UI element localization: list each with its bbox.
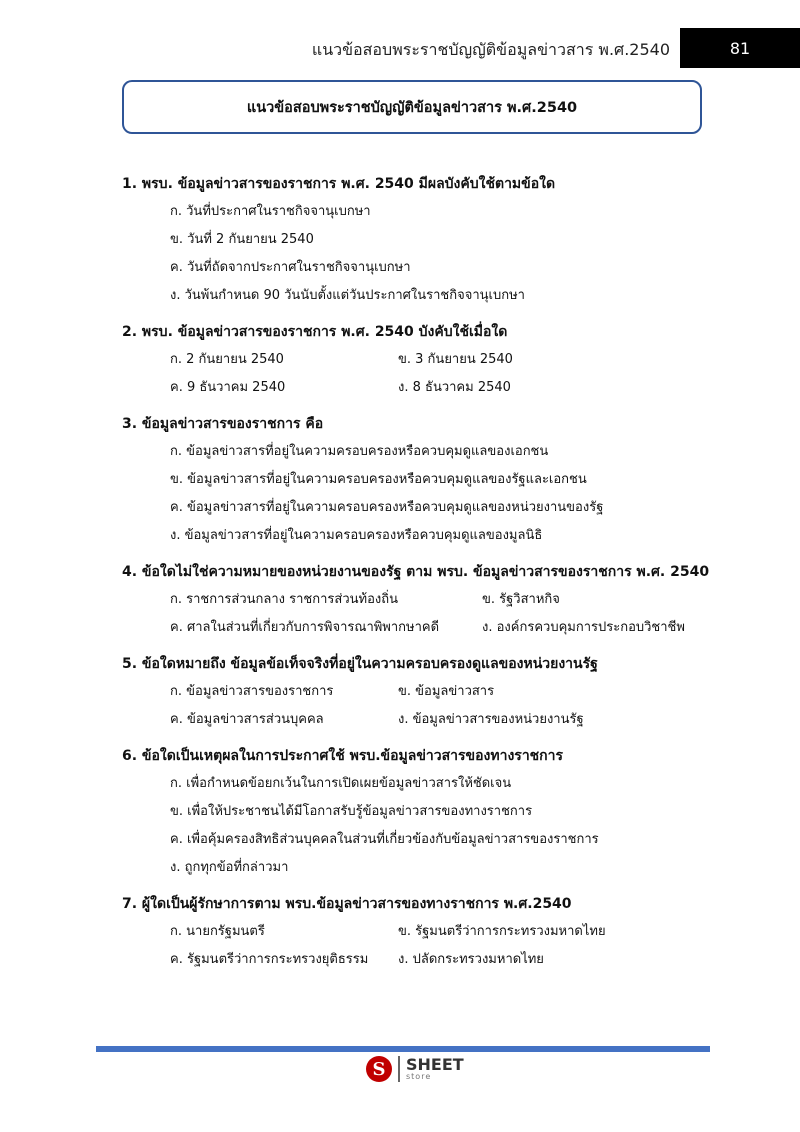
question-text: 5. ข้อใดหมายถึง ข้อมูลข้อเท็จจริงที่อยู่ในความครอบครองดูแลของหน่วยงานรัฐ [122, 656, 598, 672]
question-2 [122, 318, 722, 402]
option-row [122, 586, 722, 614]
option: ข. ข้อมูลข่าวสาร [398, 684, 495, 699]
logo-sub-text: store [406, 1072, 432, 1081]
page-number: 81 [680, 28, 800, 68]
logo-s-icon: S [366, 1056, 392, 1082]
option: ง. ข้อมูลข่าวสารที่อยู่ในความครอบครองหรือควบคุมดูแลของมูลนิธิ [170, 528, 543, 543]
option: ข. รัฐมนตรีว่าการกระทรวงมหาดไทย [398, 924, 606, 939]
option: ก. ข้อมูลข่าวสารของราชการ [170, 684, 334, 699]
option: ข. วันที่ 2 กันยายน 2540 [170, 232, 314, 247]
option: ก. ข้อมูลข่าวสารที่อยู่ในความครอบครองหรือควบคุมดูแลของเอกชน [170, 444, 549, 459]
option-row [122, 346, 722, 374]
option-row [122, 946, 722, 974]
section-title: แนวข้อสอบพระราชบัญญัติข้อมูลข่าวสาร พ.ศ.2540 [246, 99, 578, 116]
question-text: 2. พรบ. ข้อมูลข่าวสารของราชการ พ.ศ. 2540 บังคับใช้เมื่อใด [122, 324, 508, 340]
question-3 [122, 410, 722, 550]
option-row [122, 678, 722, 706]
option: ง. ถูกทุกข้อที่กล่าวมา [170, 860, 289, 875]
option: ค. ข้อมูลข่าวสารที่อยู่ในความครอบครองหรือควบคุมดูแลของหน่วยงานของรัฐ [170, 500, 604, 515]
option: ก. วันที่ประกาศในราชกิจจานุเบกษา [170, 204, 371, 219]
logo-divider [398, 1056, 400, 1082]
option: ข. รัฐวิสาหกิจ [482, 592, 560, 607]
option: ก. ราชการส่วนกลาง ราชการส่วนท้องถิ่น [170, 592, 398, 607]
option: ค. วันที่ถัดจากประกาศในราชกิจจานุเบกษา [170, 260, 411, 275]
option-row [122, 918, 722, 946]
section-title-box [122, 80, 702, 134]
option: ง. วันพ้นกำหนด 90 วันนับตั้งแต่วันประกาศในราชกิจจานุเบกษา [170, 288, 525, 303]
option-row [122, 706, 722, 734]
question-text: 3. ข้อมูลข่าวสารของราชการ คือ [122, 416, 324, 432]
option: ข. เพื่อให้ประชาชนได้มีโอกาสรับรู้ข้อมูลข่าวสารของทางราชการ [170, 804, 533, 819]
question-7 [122, 890, 722, 974]
option: ค. รัฐมนตรีว่าการกระทรวงยุติธรรม [170, 952, 369, 967]
option: ข. 3 กันยายน 2540 [398, 352, 513, 367]
sheet-store-logo [366, 1056, 464, 1082]
question-text: 6. ข้อใดเป็นเหตุผลในการประกาศใช้ พรบ.ข้อมูลข่าวสารของทางราชการ [122, 748, 564, 764]
footer-divider [96, 1046, 710, 1052]
question-list [122, 170, 722, 982]
question-6 [122, 742, 722, 882]
logo-main-text: SHEET [406, 1055, 464, 1074]
question-1 [122, 170, 722, 310]
option: ค. ศาลในส่วนที่เกี่ยวกับการพิจารณาพิพากษาคดี [170, 620, 440, 635]
option: ง. องค์กรควบคุมการประกอบวิชาชีพ [482, 620, 685, 635]
running-header-title: แนวข้อสอบพระราชบัญญัติข้อมูลข่าวสาร พ.ศ.2540 [311, 40, 670, 59]
option: ค. 9 ธันวาคม 2540 [170, 380, 286, 395]
option: ค. เพื่อคุ้มครองสิทธิส่วนบุคคลในส่วนที่เกี่ยวข้องกับข้อมูลข่าวสารของราชการ [170, 832, 599, 847]
question-text: 1. พรบ. ข้อมูลข่าวสารของราชการ พ.ศ. 2540 มีผลบังคับใช้ตามข้อใด [122, 176, 556, 192]
question-4 [122, 558, 722, 642]
option: ก. นายกรัฐมนตรี [170, 924, 265, 939]
option: ง. ปลัดกระทรวงมหาดไทย [398, 952, 544, 967]
option: ก. เพื่อกำหนดข้อยกเว้นในการเปิดเผยข้อมูลข่าวสารให้ชัดเจน [170, 776, 512, 791]
option: ก. 2 กันยายน 2540 [170, 352, 284, 367]
question-5 [122, 650, 722, 734]
question-text: 7. ผู้ใดเป็นผู้รักษาการตาม พรบ.ข้อมูลข่าวสารของทางราชการ พ.ศ.2540 [122, 896, 572, 912]
logo-text [406, 1057, 464, 1081]
question-text: 4. ข้อใดไม่ใช่ความหมายของหน่วยงานของรัฐ ตาม พรบ. ข้อมูลข่าวสารของราชการ พ.ศ. 2540 [122, 564, 710, 580]
option: ง. ข้อมูลข่าวสารของหน่วยงานรัฐ [398, 712, 584, 727]
option: ค. ข้อมูลข่าวสารส่วนบุคคล [170, 712, 324, 727]
option: ง. 8 ธันวาคม 2540 [398, 380, 511, 395]
option-row [122, 614, 722, 642]
option: ข. ข้อมูลข่าวสารที่อยู่ในความครอบครองหรือควบคุมดูแลของรัฐและเอกชน [170, 472, 587, 487]
option-row [122, 374, 722, 402]
